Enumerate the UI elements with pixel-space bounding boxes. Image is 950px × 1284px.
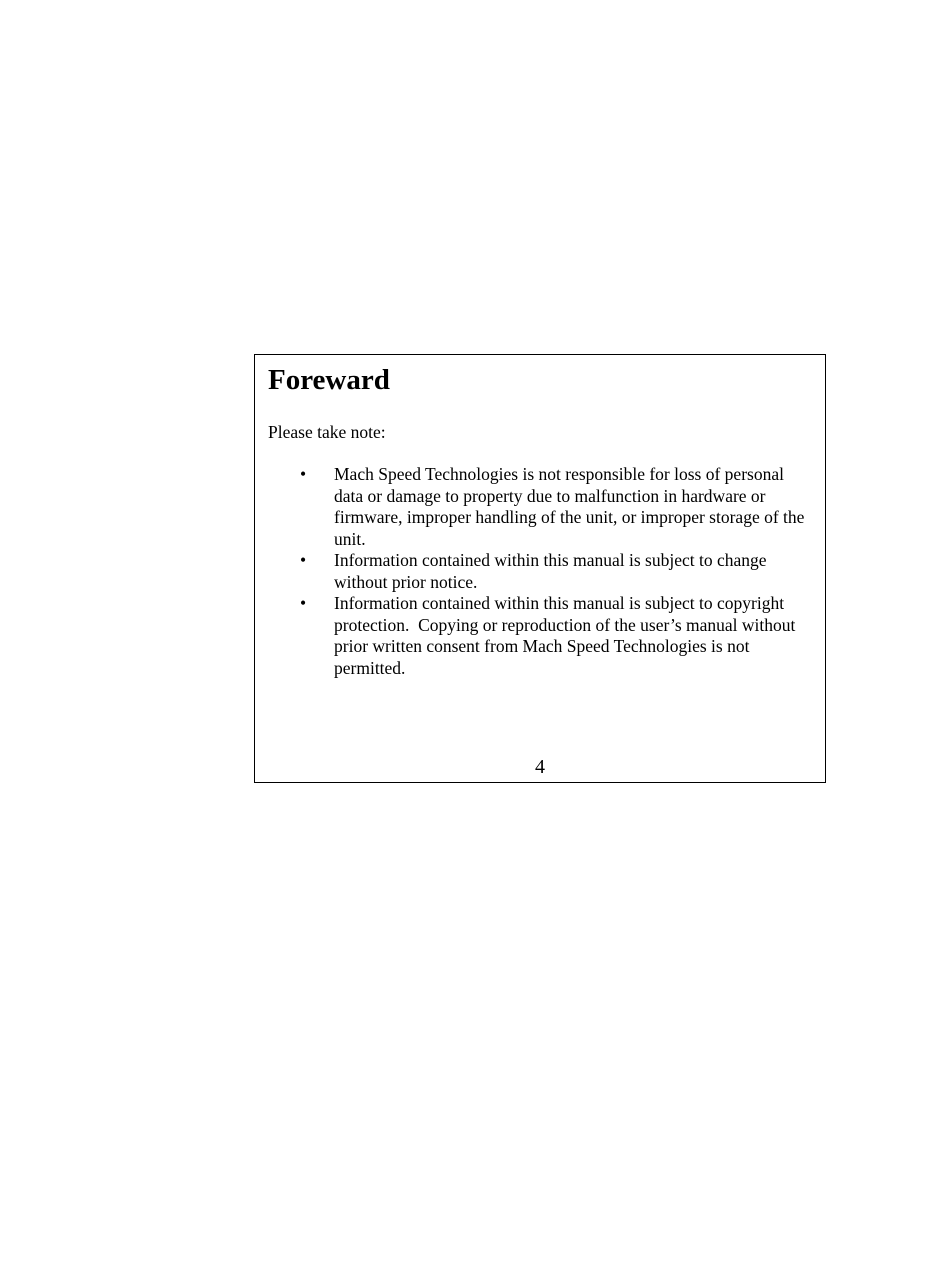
page-title: Foreward xyxy=(268,364,390,396)
intro-text: Please take note: xyxy=(268,422,386,442)
page-number: 4 xyxy=(535,756,545,778)
page-frame xyxy=(254,354,826,783)
note-text: Information contained within this manual is subject to copyright protection. Copying or reproduction of the user’s manual without prior written consent from Mach Speed Technologies is not permitted. xyxy=(334,593,800,678)
note-text: Mach Speed Technologies is not responsible for loss of personal data or damage to property due to malfunction in hardware or firmware, improper handling of the unit, or improper storage of the unit. xyxy=(334,464,805,549)
note-text: Information contained within this manual is subject to change without prior notice. xyxy=(334,550,767,592)
list-item xyxy=(255,550,825,593)
list-item xyxy=(255,464,825,550)
list-item xyxy=(255,593,825,679)
notes-list xyxy=(255,464,825,679)
bullet-icon: • xyxy=(300,593,307,613)
bullet-icon: • xyxy=(300,550,307,570)
bullet-icon: • xyxy=(300,464,307,484)
